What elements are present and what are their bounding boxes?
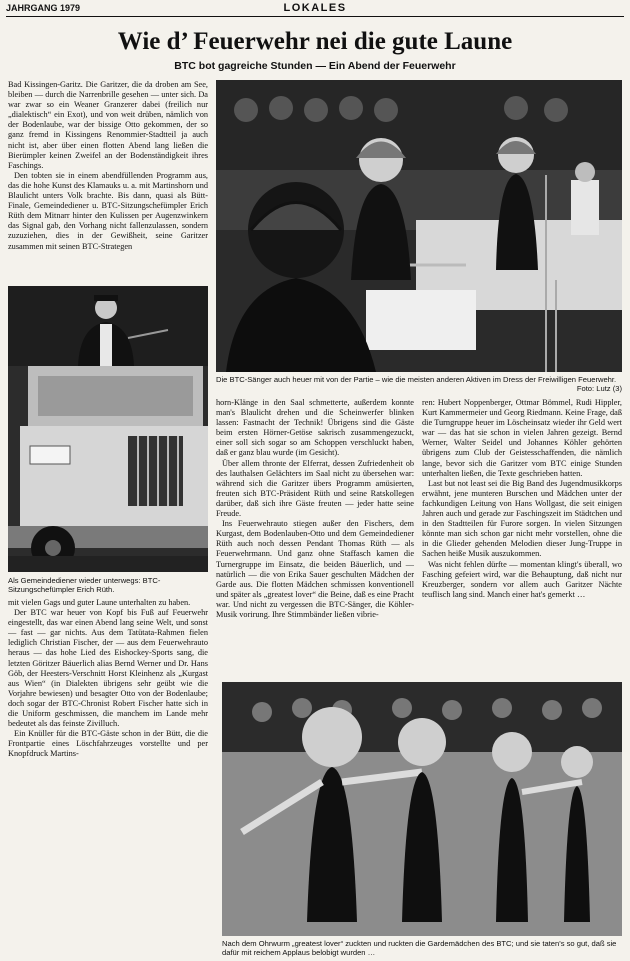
article-paragraph: ren: Hubert Noppenberger, Ottmar Bömmel, Rudi Hippler, Kurt Kammermeier und Georg Riedmann. Keine Frage, daß die Turngruppe heuer im Löscheinsatz wieder ihr Geld wert war — das hat sie schon in vielen Jahren gezeigt. Bernd Werner, Walter Seidel und Johannes Köhler gehörten übrigens zum Club der Geistesschaffenden, die nämlich lange, bevor sich die Garitzer vom BTC einige Stunden unterhalten ließen, die Texte geschrieben hatten.	[422, 398, 622, 478]
article-headline: Wie d’ Feuerwehr nei die gute Laune	[117, 28, 513, 55]
issue-year: JAHRGANG 1979	[6, 3, 81, 13]
photo-gemeindediener-caption: Als Gemeindediener wieder unterwegs: BTC-Sitzungschefümpler Erich Rüth.	[8, 576, 161, 595]
article-paragraph: Der BTC war heuer von Kopf bis Fuß auf Feuerwehr eingestellt, das war einen Abend lang seine Welt, und sonst — fast — gar nichts. Aus dem Tatütata-Rahmen fielen lediglich Christian Fischer, der — aus dem Feuerwehrauto heraus — das hohe Lied des Eishockey-Sports sang, die letzten Göritzer Bäuerlich alias Bernd Werner und Dr. Hans Göb, der Heesters-Verschnitt Horst Kleinhenz als „Kurgast aus Wien“ (in Dialekten übrigens sehr geübt wie die Vorjahre bewiesen) und besagter Otto von der Bodenlaube; doch sogar der BTC-Chronist Robert Fischer hatte sich in die Uniform geschmissen, die manchem im Lande mehr bedeutet als das feinste Zivilluch.	[8, 608, 208, 729]
article-paragraph: Was nicht fehlen dürfte — momentan klingt's überall, wo Fasching gefeiert wird, war die Behauptung, daß nicht nur Kreuzberger, sondern vor allem auch Garitzer Nächte teuflisch lang sind. Manch einer hat's gemerkt …	[422, 559, 622, 599]
photo-gardemaedchen-caption: Nach dem Ohrwurm „greatest lover“ zuckten und ruckten die Gardemädchen des BTC; und sie taten's so gut, daß sie dafür mit reichem Applaus belobigt wurden …	[222, 939, 617, 958]
photo-gemeindediener	[8, 286, 208, 572]
article-column-2	[216, 398, 414, 676]
photo-btc-saenger-image	[216, 80, 622, 372]
article-paragraph: mit vielen Gags und guter Laune unterhalten zu haben.	[8, 598, 191, 607]
section-title: LOKALES	[283, 2, 347, 14]
article-paragraph: Last but not least sei die Big Band des Jugendmusikkorps erwähnt, jene munteren Burschen und Mädchen unter der fachkundigen Leitung von Hans Wollgast, die seit einigen Jahren auch und gerade zur Faschingszeit im Städtchen und in den Stadtteilen für Furore sorgen. In vielen Sitzungen könnte man sich schon gar nicht mehr vorstellen, ohne die in die Glieder gehenden Melodien dieser Jung-Truppe in Sachen heiße Musik auszukommen.	[422, 478, 622, 559]
article-paragraph: Bad Kissingen-Garitz. Die Garitzer, die da droben am See, bleiben — durch die Narrenbrille gesehen — unter sich. Da war zwar so ein Weaner Granzerer dabei (freilich nur „dialektisch“ ein Exot), und von weit drüben, nämlich von der Bodenlaube, war der bissige Otto gekommen, der so ganz fremd in Kissingens Renommier-Stadtteil ja auch nicht ist, aber über einen flotten Abend lang ließen die Bierümpler keinen Zweifel an der Bodenständigkeit ihres Faschings.	[8, 80, 208, 170]
photo-gardemaedchen	[222, 682, 622, 936]
article-paragraph: horn-Klänge in den Saal schmetterte, außerdem konnte man's Blaulicht drehen und die Scheinwerfer blinken lassen: Fastnacht der Technik! Übrigens sind die Gäste beim ersten Hörner-Getöse sakrisch zusammengezuckt, einer soll sich sogar so am Schoppen verschluckt haben, daß er ganz blau wurde (im Gesicht).	[216, 398, 414, 458]
article-paragraph: Den tobten sie in einem abendfüllenden Programm aus, das die hohe Kunst des Klamauks u. a. mit Martinshorn und Blaulicht unters Volk brachte. Bis dann, quasi als Bütt-Finale, Gemeindediener u. BTC-Sitzungschefümpler Erich Rüth dem Mitnarr hinter den Kulissen per Augenzwinkern das Signal gab, den Vorhang nicht fallenzulassen, sondern zuzuziehen, dies in der Gewißheit, seine Garitzer zusammen mit seinen BTC-Strategen	[8, 170, 208, 251]
page-header	[6, 2, 624, 17]
photo-gemeindediener-image	[8, 286, 208, 572]
article-paragraph: Ins Feuerwehrauto stiegen außer den Fischers, dem Kurgast, dem Bodenlauben-Otto und dem Gemeindediener Rüth auch noch dessen Pendant Thomas Rüth — als Feuerwehrmann. Und ganz ohne Staffasch kamen die Turnergruppe im Einsatz, die beiden Bäuerlich, und — natürlich — die von Erika Sauer geschulten Mädchen der Garde aus. Die flotten Mädchen schmissen konventionell und später als „greatest lover“ die Beine, daß es eine Pracht war. Und nicht zu vergessen die BTC-Sänger, die Köhler-Musik vorirung. Ihre Stimmbänder ließen vibrie-	[216, 519, 414, 619]
photo-btc-saenger	[216, 80, 622, 372]
photo-btc-saenger-caption	[216, 375, 622, 394]
article-column-1	[8, 80, 208, 298]
article-column-3	[422, 398, 622, 676]
article-paragraph: Über allem thronte der Elferrat, dessen Zufriedenheit ob des lauthalsen Gelächters im Saal nicht zu übersehen war: während sich die Garitzer übers Programm amüsierten, freuten sich BTC-Präsident Rüth und seine Ratskollegen darüber, daß sich ihre Gäste freuten — jeder hatte seine Freude.	[216, 458, 414, 519]
article-paragraph: Ein Knüller für die BTC-Gäste schon in der Bütt, die die Frontpartie eines Löschfahrzeuges vorstellte und per Knopfdruck Martins-	[8, 729, 208, 759]
photo-gardemaedchen-image	[222, 682, 622, 936]
photo-credit: Foto: Lutz (3)	[576, 384, 622, 394]
photo-btc-saenger-caption-text: Die BTC-Sänger auch heuer mit von der Partie – wie die meisten anderen Aktiven im Dress der Freiwilligen Feuerwehr.	[216, 375, 617, 384]
article-column-1-continued	[8, 598, 208, 796]
article-subhead: BTC bot gagreiche Stunden — Ein Abend der Feuerwehr	[174, 60, 456, 72]
